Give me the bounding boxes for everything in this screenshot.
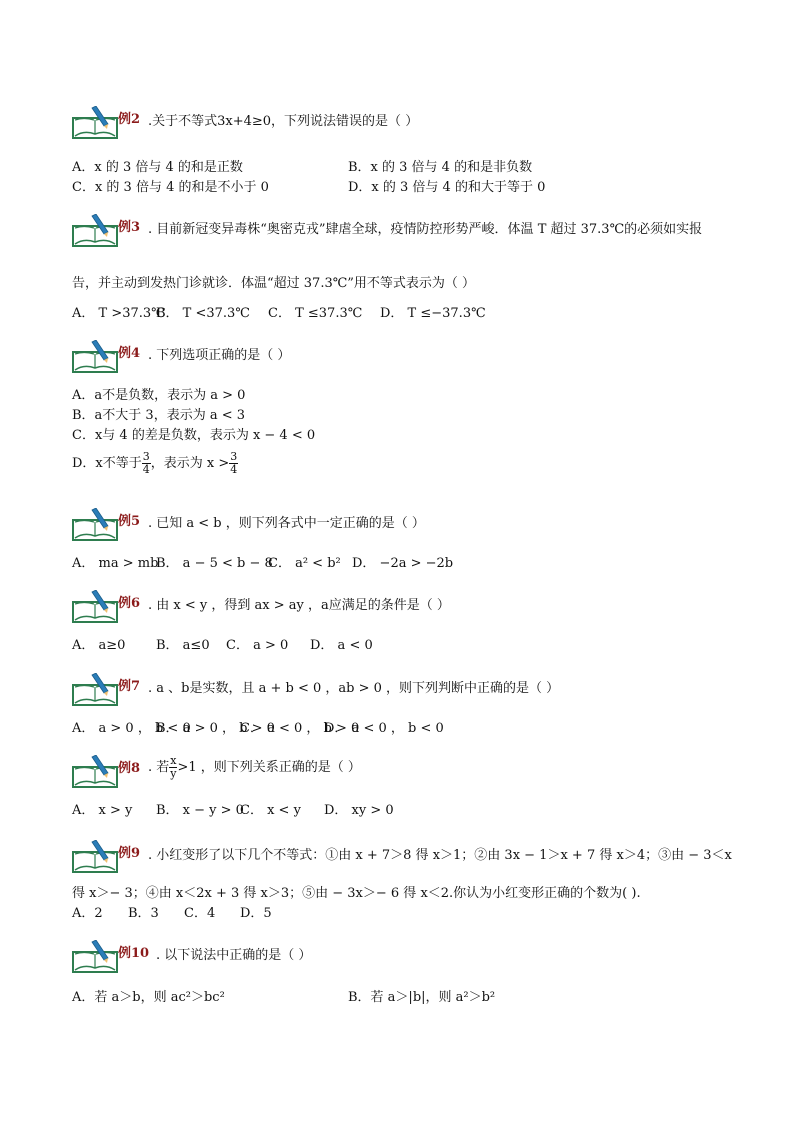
question-3 — [72, 214, 732, 321]
option-c: C． x < y — [240, 803, 301, 818]
question-label: 例5 — [118, 514, 141, 529]
option-d: D． xy > 0 — [324, 803, 394, 818]
option-b: B． a > 0 ， b > 0 — [156, 721, 275, 736]
option-b: B．若 a＞|b|，则 a²＞b² — [348, 990, 496, 1005]
option-a: A． a≥0 — [72, 638, 126, 653]
option-d: D． −2a > −2b — [352, 556, 454, 571]
option-b: B． a − 5 < b − 8 — [156, 556, 273, 571]
option-c: C． T ≤37.3℃ — [268, 306, 363, 321]
option-a: A． x > y — [72, 803, 133, 818]
question-label: 例3 — [118, 220, 141, 235]
question-5 — [72, 508, 732, 571]
option-a: A．x 的 3 倍与 4 的和是正数 — [72, 160, 243, 175]
question-stem: . 以下说法中正确的是（ ） — [156, 948, 312, 963]
fraction: $\frac{3}{4}$ — [230, 450, 238, 476]
option-c: C． a < 0 ， b > 0 — [240, 721, 360, 736]
question-stem: . 已知 a < b ，则下列各式中一定正确的是（ ） — [148, 516, 425, 531]
question-label: 例8 — [118, 761, 141, 776]
option-d: D．x不等于 $\frac{3}{4}$ ，表示为 x > $\frac{3}{4}$ — [72, 450, 238, 476]
question-9 — [72, 840, 732, 921]
question-7 — [72, 673, 732, 736]
option-a: A．a不是负数，表示为 a > 0 — [72, 388, 246, 403]
option-a: A． ma > mb — [72, 556, 159, 571]
question-2 — [72, 106, 732, 195]
option-d: D． T ≤−37.3℃ — [380, 306, 486, 321]
question-label: 例4 — [118, 346, 141, 361]
option-a: A． a > 0 ， b < 0 — [72, 721, 191, 736]
option-a: A．若 a＞b，则 ac²＞bc² — [72, 990, 225, 1005]
option-b: B． x − y > 0 — [156, 803, 244, 818]
question-stem: .关于不等式3x+4≥0，下列说法错误的是（ ） — [148, 114, 419, 129]
question-4 — [72, 340, 732, 476]
question-stem-line1: . 小红变形了以下几个不等式：①由 x + 7＞8 得 x＞1；②由 3x − 1＞x + 7 得 x＞4；③由 − 3＜x — [148, 848, 732, 863]
question-stem-line1: . 目前新冠变异毒株“奥密克戎”肆虐全球，疫情防控形势严峻．体温 T 超过 37.3℃的必须如实报 — [148, 222, 703, 237]
option-d: D．x 的 3 倍与 4 的和大于等于 0 — [348, 180, 546, 195]
option-d: D． a < 0 ， b < 0 — [324, 721, 444, 736]
option-c: C．x 的 3 倍与 4 的和是不小于 0 — [72, 180, 269, 195]
option-a: A．2 — [72, 906, 103, 921]
fraction: $\frac{3}{4}$ — [142, 450, 150, 476]
option-b: B．a不大于 3，表示为 a < 3 — [72, 408, 246, 423]
option-b: B．x 的 3 倍与 4 的和是非负数 — [348, 160, 533, 175]
question-label: 例10 — [118, 946, 150, 961]
option-a: A． T >37.3℃ — [72, 306, 166, 321]
question-label: 例9 — [118, 846, 141, 861]
question-stem-line2: 告，并主动到发热门诊就诊．体温“超过 37.3℃”用不等式表示为（ ） — [72, 276, 476, 291]
question-8 — [72, 754, 732, 818]
question-stem: . 若 $\frac{x}{y}$ >1 ，则下列关系正确的是（ ） — [148, 754, 361, 780]
question-stem: . 下列选项正确的是（ ） — [148, 348, 291, 363]
option-d: D． a < 0 — [310, 638, 373, 653]
option-d: D．5 — [240, 906, 272, 921]
option-b: B． a≤0 — [156, 638, 210, 653]
fraction: $\frac{x}{y}$ — [170, 754, 177, 780]
question-stem: . 由 x < y ，得到 ax > ay ，a应满足的条件是（ ） — [148, 598, 450, 613]
question-6 — [72, 590, 732, 653]
question-label: 例2 — [118, 112, 141, 127]
question-stem-line2: 得 x＞− 3；④由 x＜2x + 3 得 x＞3；⑤由 − 3x＞− 6 得 x＜2.你认为小红变形正确的个数为( ). — [72, 886, 641, 901]
option-c: C．x与 4 的差是负数，表示为 x − 4 < 0 — [72, 428, 316, 443]
question-label: 例6 — [118, 596, 141, 611]
option-c: C．4 — [184, 906, 216, 921]
question-stem: . a 、b是实数，且 a + b < 0 ，ab > 0 ，则下列判断中正确的是（ ） — [148, 681, 560, 696]
option-b: B． T <37.3℃ — [156, 306, 250, 321]
question-10 — [72, 940, 732, 1005]
option-c: C． a² < b² — [268, 556, 341, 571]
option-c: C． a > 0 — [226, 638, 289, 653]
question-label: 例7 — [118, 679, 141, 694]
option-b: B．3 — [128, 906, 159, 921]
